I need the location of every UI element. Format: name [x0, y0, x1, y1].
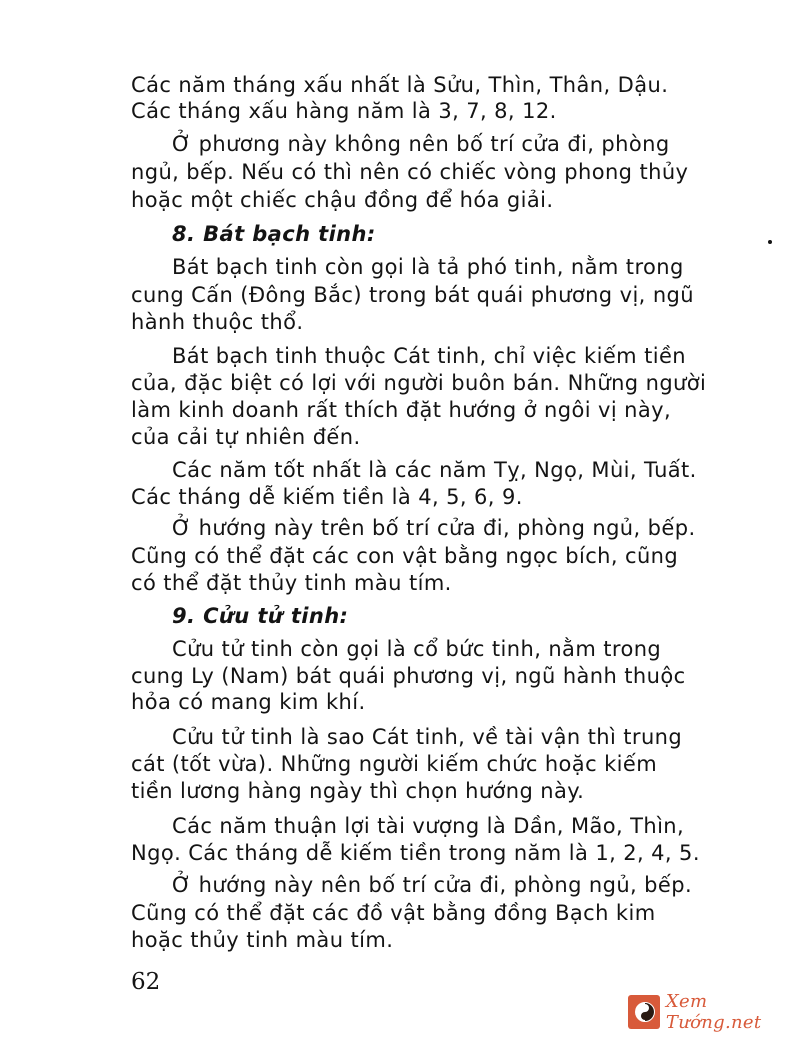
text-line: làm kinh doanh rất thích đặt hướng ở ngôi vị này, [131, 398, 672, 422]
text-line: cung Ly (Nam) bát quái phương vị, ngũ hành thuộc [131, 664, 686, 688]
section-heading-8: 8. Bát bạch tinh: [172, 222, 376, 246]
text-line: Ở hướng này nên bố trí cửa đi, phòng ngủ, bếp. [172, 873, 693, 897]
text-line: hỏa có mang kim khí. [131, 690, 366, 714]
text-line: Cửu tử tinh là sao Cát tinh, về tài vận thì trung [172, 725, 683, 749]
text-line: Các năm tốt nhất là các năm Tỵ, Ngọ, Mùi, Tuất. [172, 458, 697, 482]
text-line: Cũng có thể đặt các đồ vật bằng đồng Bạch kim [131, 901, 656, 925]
text-line: Ở phương này không nên bố trí cửa đi, phòng [172, 132, 670, 156]
site-watermark [628, 991, 800, 1033]
page-number: 62 [131, 969, 161, 995]
text-line: hoặc thủy tinh màu tím. [131, 928, 394, 952]
text-line: của cải tự nhiên đến. [131, 425, 361, 449]
text-line: Các năm tháng xấu nhất là Sửu, Thìn, Thân, Dậu. [131, 73, 669, 97]
text-line: hoặc một chiếc chậu đồng để hóa giải. [131, 188, 554, 212]
yin-yang-icon [628, 995, 660, 1029]
text-line: tiền lương hàng ngày thì chọn hướng này. [131, 779, 585, 803]
text-line: của, đặc biệt có lợi với người buôn bán. Những người [131, 371, 707, 395]
text-line: Ngọ. Các tháng dễ kiếm tiền trong năm là 1, 2, 4, 5. [131, 841, 700, 865]
text-line: có thể đặt thủy tinh màu tím. [131, 571, 452, 595]
section-heading-9: 9. Cửu tử tinh: [172, 604, 349, 628]
text-line: Cũng có thể đặt các con vật bằng ngọc bích, cũng [131, 544, 679, 568]
text-line: Bát bạch tinh thuộc Cát tinh, chỉ việc kiếm tiền [172, 344, 686, 368]
text-line: Cửu tử tinh còn gọi là cổ bức tinh, nằm trong [172, 637, 662, 661]
text-line: cung Cấn (Đông Bắc) trong bát quái phương vị, ngũ [131, 283, 694, 307]
scan-speck [768, 240, 772, 244]
text-line: Bát bạch tinh còn gọi là tả phó tinh, nằm trong [172, 255, 684, 279]
text-line: ngủ, bếp. Nếu có thì nên có chiếc vòng phong thủy [131, 160, 689, 184]
text-line: hành thuộc thổ. [131, 310, 304, 334]
text-line: Các tháng dễ kiếm tiền là 4, 5, 6, 9. [131, 485, 523, 509]
watermark-text: Xem Tướng.net [665, 991, 762, 1033]
text-line: Ở hướng này trên bố trí cửa đi, phòng ngủ, bếp. [172, 516, 696, 540]
text-line: Các tháng xấu hàng năm là 3, 7, 8, 12. [131, 99, 557, 123]
text-line: cát (tốt vừa). Những người kiếm chức hoặc kiếm [131, 752, 658, 776]
text-line: Các năm thuận lợi tài vượng là Dần, Mão, Thìn, [172, 814, 685, 838]
